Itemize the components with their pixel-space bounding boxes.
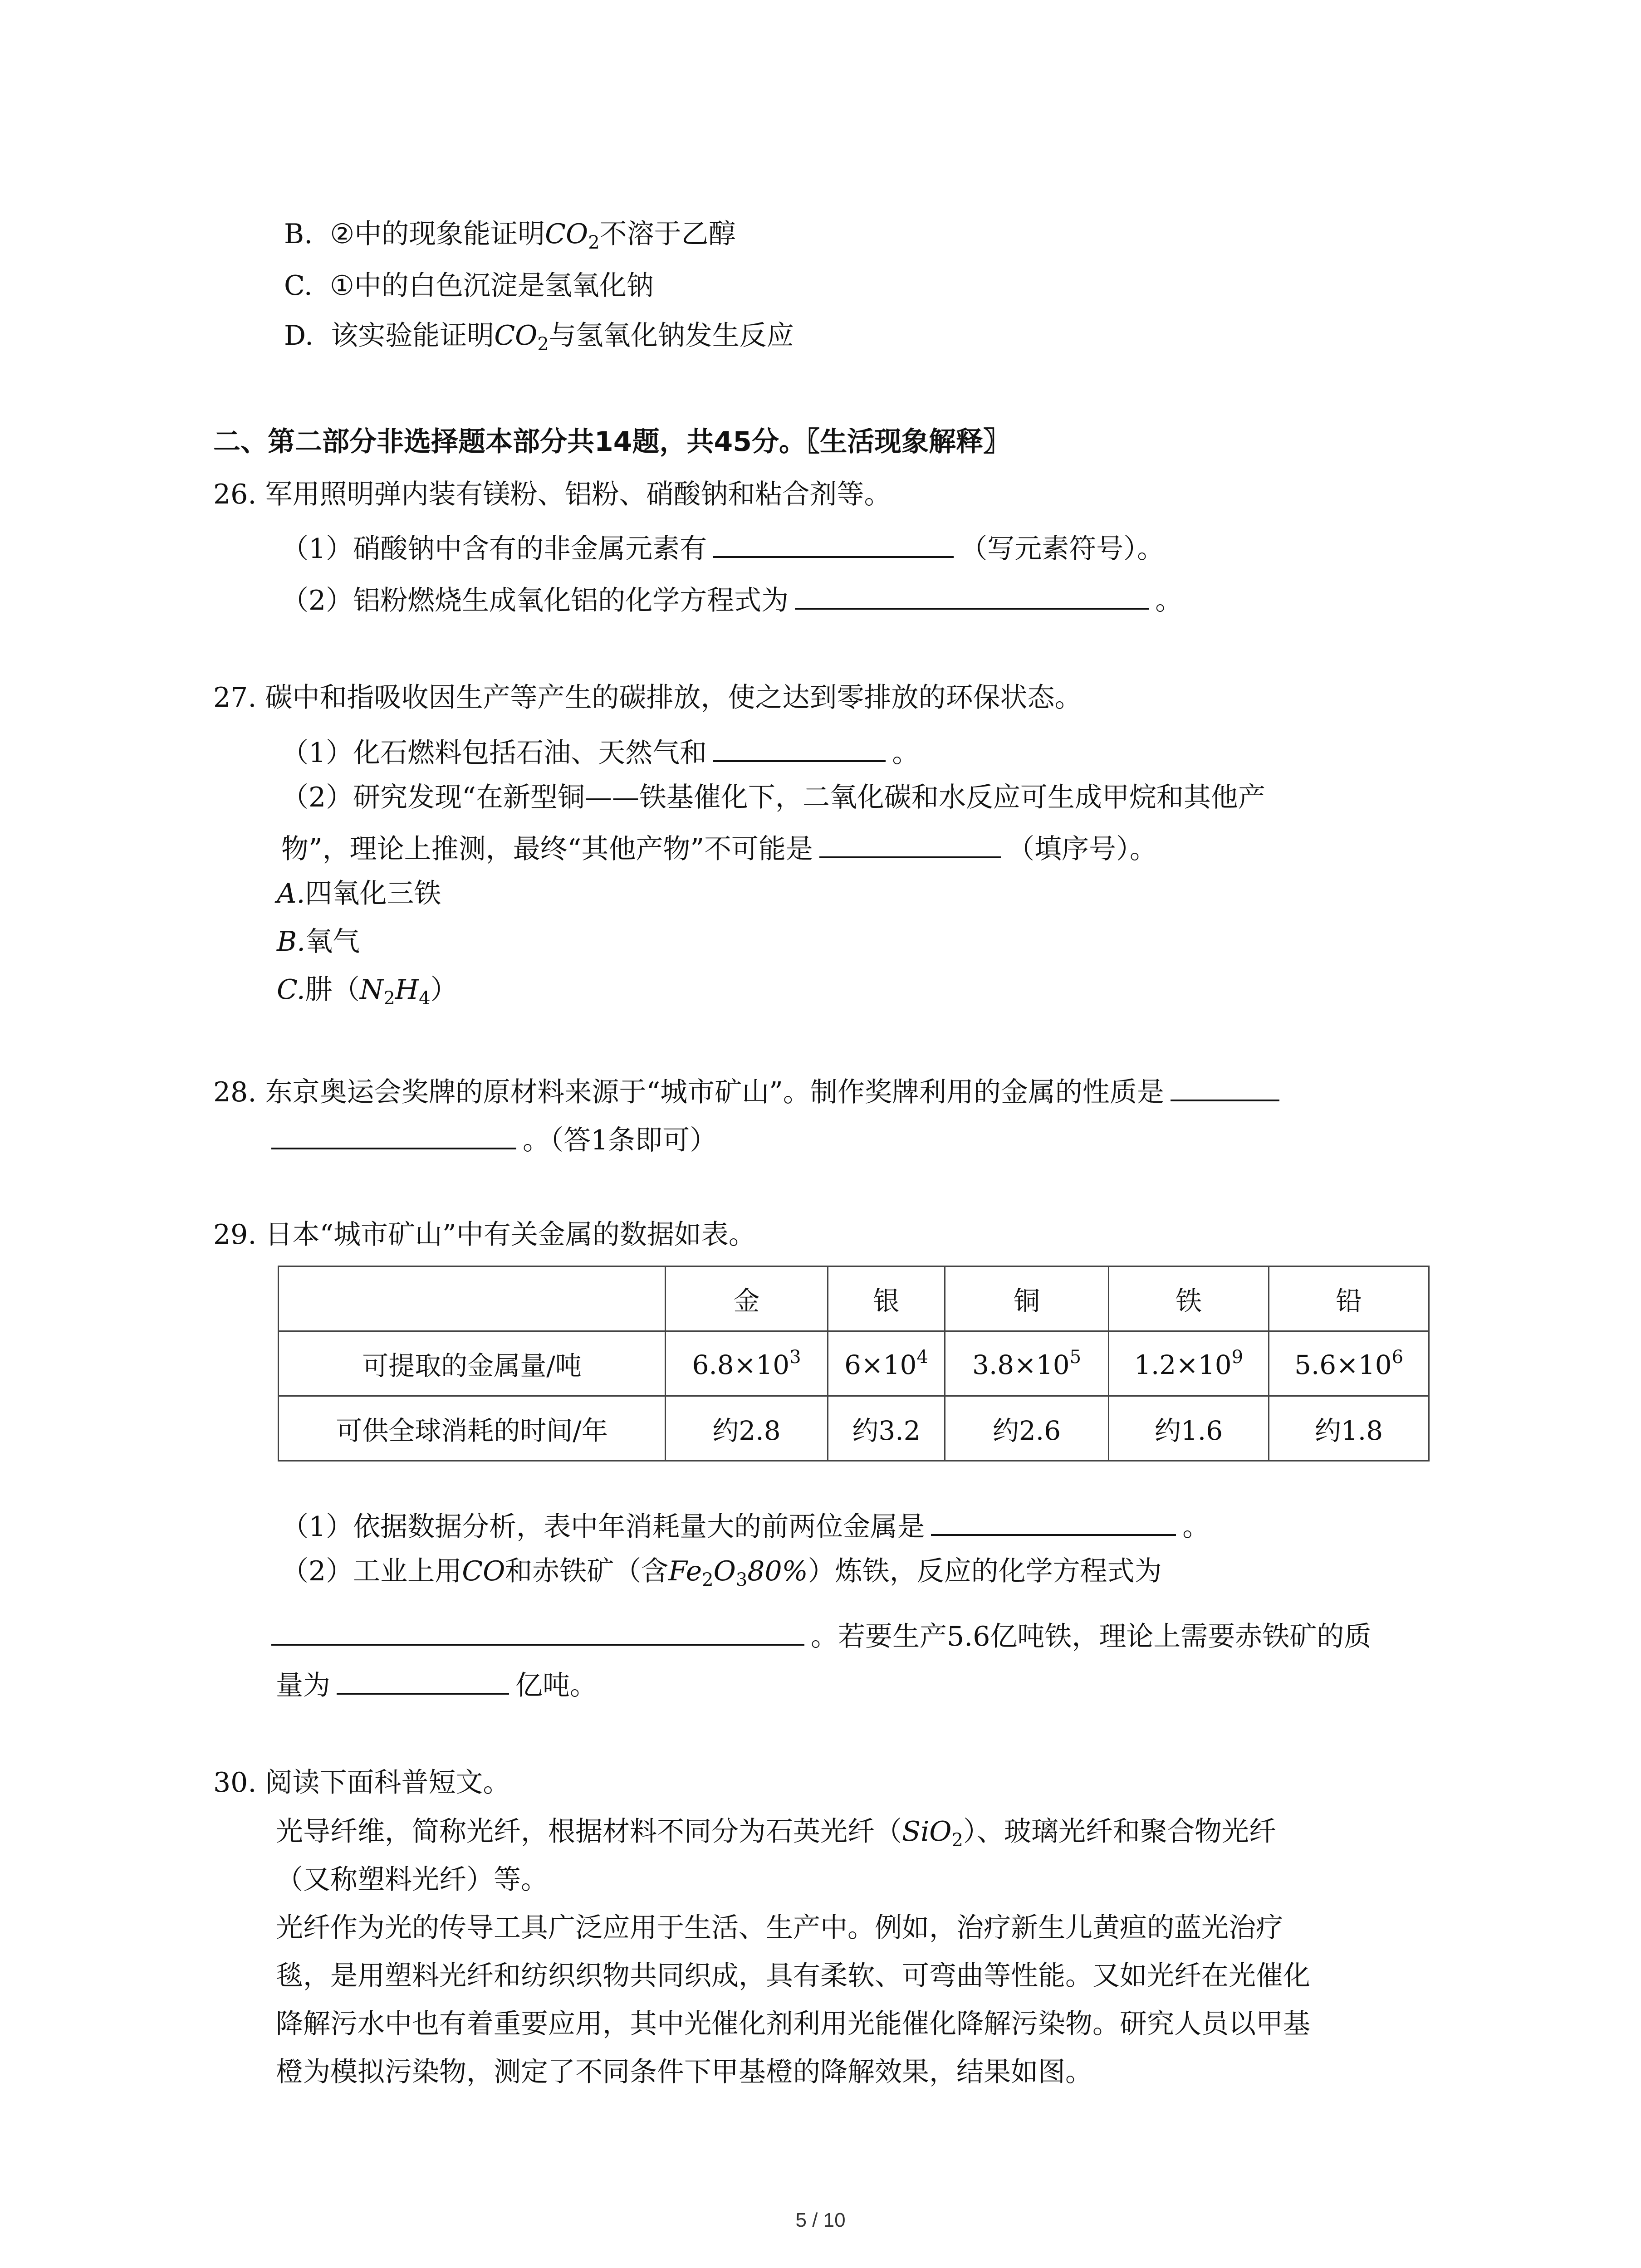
option-text: ） (430, 974, 458, 1006)
q27-option-a (277, 875, 441, 912)
cell-exponent: 3 (789, 1347, 801, 1368)
row-label: 可提取的金属量/吨 (279, 1331, 666, 1396)
q27-part2-line2 (281, 827, 1157, 867)
q30-paragraph-line: 光纤作为光的传导工具广泛应用于生活、生产中。例如，治疗新生儿黄疸的蓝光治疗 (276, 1912, 1283, 1944)
table-cell: 约1.6 (1109, 1396, 1269, 1461)
cell-exponent: 9 (1231, 1347, 1244, 1368)
option-text: 该实验能证明 (331, 320, 495, 352)
paragraph-text: ）、玻璃光纤和聚合物光纤 (963, 1816, 1276, 1848)
q30-paragraph-line: （又称塑料光纤）等。 (276, 1864, 548, 1896)
option-text: 不溶于乙醇 (599, 218, 736, 250)
question-text: 。 (892, 737, 920, 769)
formula: SiO (902, 1816, 952, 1848)
table-header-row (279, 1266, 1429, 1331)
q29-stem: 29. 日本“城市矿山”中有关金属的数据如表。 (213, 1219, 756, 1251)
option-b (284, 216, 736, 261)
section-heading: 二、第二部分非选择题本部分共14题，共45分。〖生活现象解释〗 (213, 426, 1010, 458)
formula-subscript: 2 (951, 1830, 963, 1851)
q26-stem: 26. 军用照明弹内装有镁粉、铝粉、硝酸钠和粘合剂等。 (213, 479, 892, 510)
formula-subscript: 4 (419, 988, 431, 1009)
cell-exponent: 4 (916, 1347, 928, 1368)
paragraph-text: 光导纤维，简称光纤，根据材料不同分为石英光纤（ (276, 1816, 902, 1848)
q28-line2 (271, 1119, 717, 1158)
answer-blank[interactable] (713, 527, 954, 558)
option-text: 与氢氧化钠发生反应 (549, 320, 794, 352)
cell-value: 5.6×10 (1294, 1349, 1392, 1380)
option-text: 四氧化三铁 (305, 878, 441, 909)
question-text: （2）工业上用 (281, 1555, 462, 1587)
table-row (279, 1396, 1429, 1461)
q30-paragraph-line: 降解污水中也有着重要应用，其中光催化剂利用光能催化降解污染物。研究人员以甲基 (276, 2008, 1310, 2040)
answer-blank[interactable] (271, 1615, 804, 1646)
table-cell: 约1.8 (1269, 1396, 1429, 1461)
option-label: C. (277, 974, 305, 1006)
table-header-cell (279, 1266, 666, 1331)
table-cell (1109, 1331, 1269, 1396)
formula: O (713, 1555, 736, 1587)
q27-part2-line1: （2）研究发现“在新型铜——铁基催化下，二氧化碳和水反应可生成甲烷和其他产 (281, 782, 1265, 813)
q28-line1 (213, 1070, 1286, 1110)
option-label: A. (277, 878, 305, 909)
q29-part2-line2 (271, 1615, 1371, 1655)
option-text: ②中的现象能证明 (330, 218, 545, 250)
option-text: 氧气 (305, 926, 360, 958)
formula: CO (545, 218, 588, 250)
q29-part2-line3 (276, 1664, 597, 1704)
q27-part1 (281, 731, 919, 771)
formula: 80% (747, 1555, 808, 1587)
answer-blank[interactable] (931, 1505, 1176, 1536)
cell-exponent: 6 (1391, 1347, 1404, 1368)
table-header-cell: 铜 (945, 1266, 1109, 1331)
formula-subscript: 2 (537, 334, 549, 355)
cell-value: 6×10 (844, 1349, 917, 1380)
question-text: （写元素符号）。 (960, 533, 1165, 565)
cell-exponent: 5 (1069, 1347, 1082, 1368)
question-text: 物”，理论上推测，最终“其他产物”不可能是 (281, 833, 813, 865)
question-text: （1）依据数据分析，表中年消耗量大的前两位金属是 (281, 1511, 925, 1543)
answer-blank[interactable] (271, 1119, 516, 1149)
answer-blank[interactable] (713, 731, 886, 762)
question-text: 。 (1155, 585, 1183, 616)
option-c (284, 268, 654, 304)
q27-option-c (277, 972, 458, 1017)
option-label: B. (284, 218, 313, 250)
q29-part2-line1 (281, 1553, 1162, 1598)
formula: Fe (668, 1555, 702, 1587)
question-text: 和赤铁矿（含 (505, 1555, 669, 1587)
question-text: （2）铝粉燃烧生成氧化铝的化学方程式为 (281, 585, 789, 616)
table-row (279, 1331, 1429, 1396)
metal-data-table (278, 1266, 1430, 1461)
q26-part1 (281, 527, 1164, 567)
answer-blank[interactable] (337, 1664, 509, 1695)
formula: CO (462, 1555, 505, 1587)
formula-subscript: 3 (735, 1569, 748, 1590)
table-cell (666, 1331, 828, 1396)
cell-value: 3.8×10 (972, 1349, 1070, 1380)
question-text: 28. 东京奥运会奖牌的原材料来源于“城市矿山”。制作奖牌利用的金属的性质是 (213, 1076, 1164, 1108)
q27-stem: 27. 碳中和指吸收因生产等产生的碳排放，使之达到零排放的环保状态。 (213, 682, 1082, 714)
option-d (284, 318, 794, 362)
option-label: B. (277, 926, 306, 958)
question-text: 。（答1条即可） (523, 1124, 717, 1156)
q30-paragraph-line (276, 1813, 1276, 1858)
question-text: （填序号）。 (1007, 833, 1157, 865)
cell-value: 1.2×10 (1134, 1349, 1232, 1380)
option-text: 肼（ (305, 974, 360, 1006)
question-text: 。 (1182, 1511, 1210, 1543)
question-text: ）炼铁，反应的化学方程式为 (808, 1555, 1162, 1587)
table-header-cell: 铅 (1269, 1266, 1429, 1331)
table-cell (945, 1331, 1109, 1396)
q29-part1 (281, 1505, 1210, 1545)
table-cell: 约2.6 (945, 1396, 1109, 1461)
row-label: 可供全球消耗的时间/年 (279, 1396, 666, 1461)
answer-blank[interactable] (1171, 1070, 1279, 1101)
option-text: ①中的白色沉淀是氢氧化钠 (330, 270, 654, 302)
cell-value: 6.8×10 (692, 1349, 790, 1380)
table-header-cell: 金 (666, 1266, 828, 1331)
page-number: 5 / 10 (795, 2209, 846, 2231)
question-text: 亿吨。 (515, 1670, 597, 1701)
table-cell: 约2.8 (666, 1396, 828, 1461)
table-header-cell: 银 (828, 1266, 945, 1331)
table-cell (828, 1331, 945, 1396)
q30-stem: 30. 阅读下面科普短文。 (213, 1767, 510, 1799)
formula-subscript: 2 (383, 988, 395, 1009)
table-cell: 约3.2 (828, 1396, 945, 1461)
formula: H (395, 974, 419, 1006)
q26-part2 (281, 579, 1182, 619)
question-text: 。若要生产5.6亿吨铁，理论上需要赤铁矿的质 (811, 1621, 1372, 1652)
answer-blank[interactable] (795, 579, 1149, 610)
answer-blank[interactable] (819, 827, 1001, 858)
q27-option-b (277, 924, 360, 960)
formula-subscript: 2 (588, 232, 600, 253)
formula: CO (494, 320, 538, 352)
q30-paragraph-line: 毯，是用塑料光纤和纺织织物共同织成，具有柔软、可弯曲等性能。又如光纤在光催化 (276, 1960, 1310, 1992)
formula: N (359, 974, 384, 1006)
formula-subscript: 2 (702, 1569, 714, 1590)
question-text: （1）硝酸钠中含有的非金属元素有 (281, 533, 707, 565)
question-text: （1）化石燃料包括石油、天然气和 (281, 737, 707, 769)
table-cell (1269, 1331, 1429, 1396)
table-header-cell: 铁 (1109, 1266, 1269, 1331)
option-label: D. (284, 320, 314, 352)
q30-paragraph-line: 橙为模拟污染物，测定了不同条件下甲基橙的降解效果，结果如图。 (276, 2056, 1092, 2088)
question-text: 量为 (276, 1670, 330, 1701)
option-label: C. (284, 270, 313, 302)
